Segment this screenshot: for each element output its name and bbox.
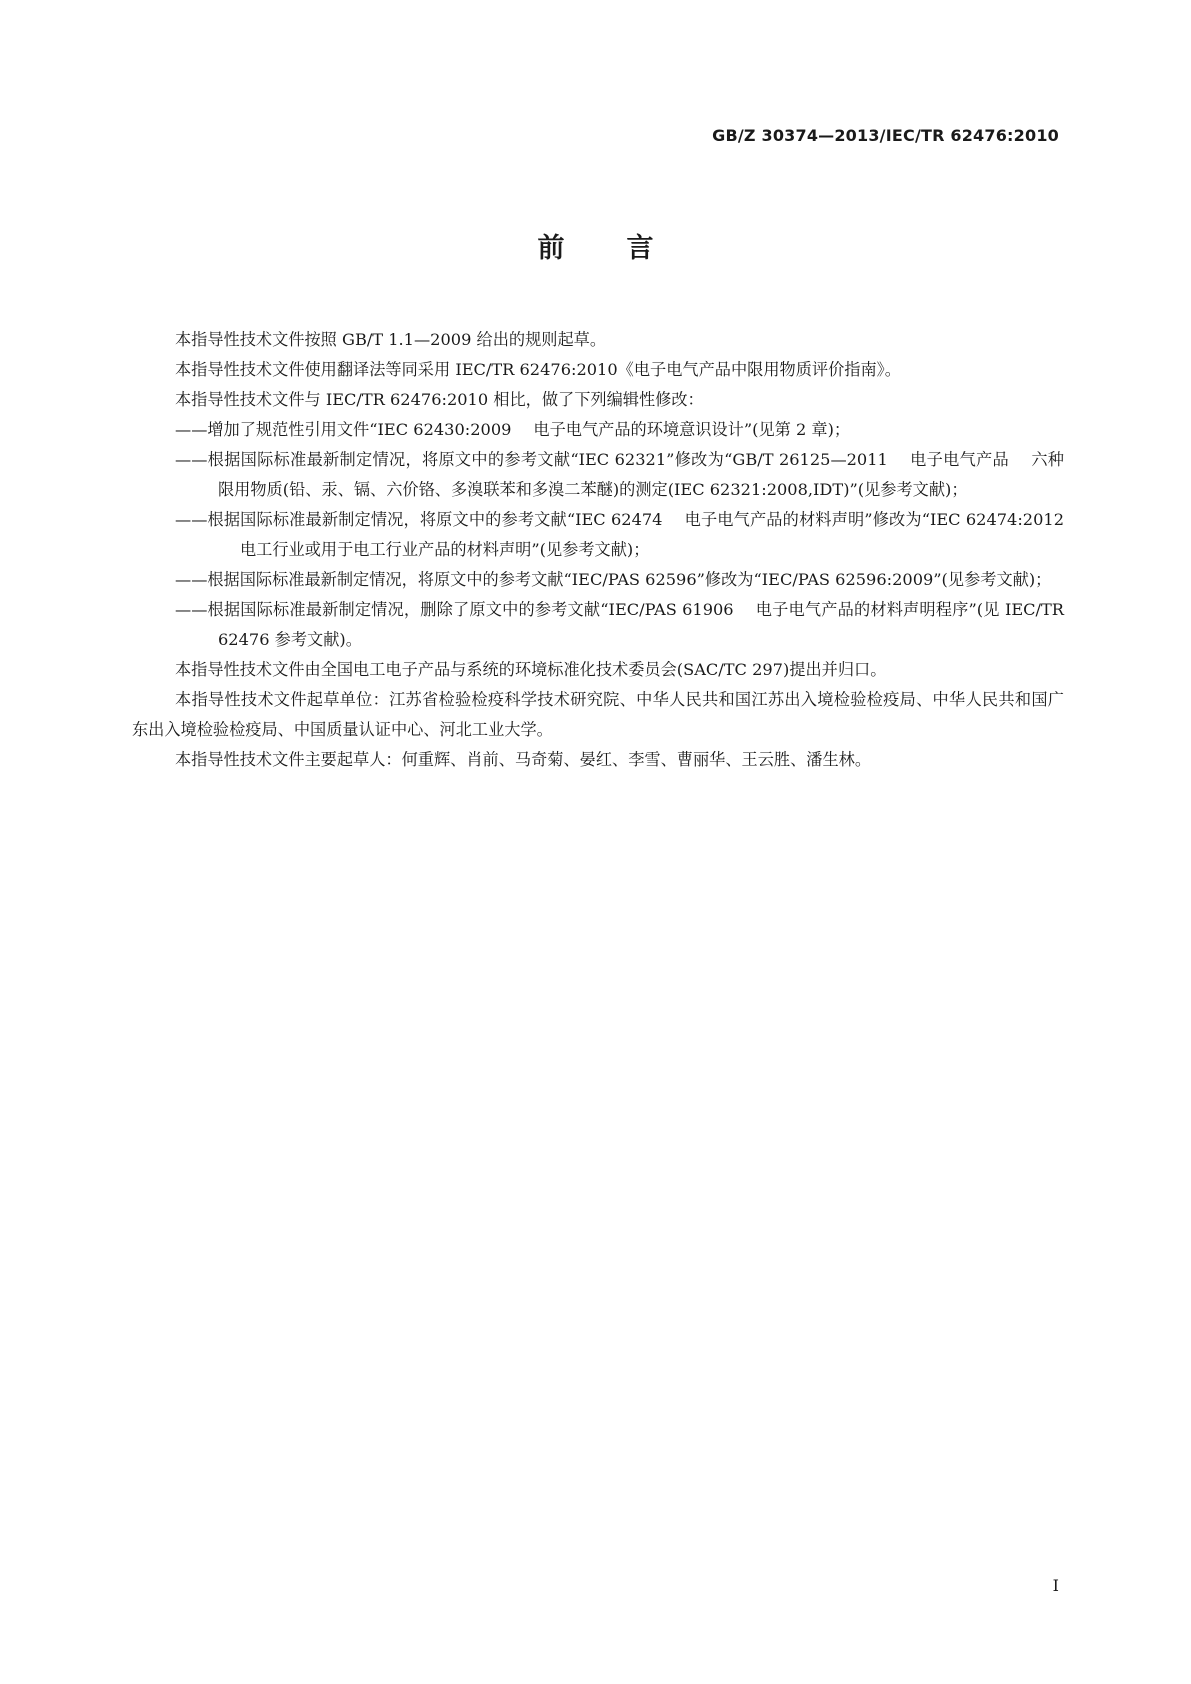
list-item-iec62474-reference: ——根据国际标准最新制定情况，将原文中的参考文献“IEC 62474 电子电气产品的材料声明”修改为“IEC 62474:2012电工行业或用于电工行业产品的材料声明”(见参考文献)； — [175, 510, 1065, 559]
foreword-body — [132, 325, 1064, 775]
paragraph-main-drafters: 本指导性技术文件主要起草人：何重辉、肖前、马奇菊、晏红、李雪、曹丽华、王云胜、潘生林。 — [175, 750, 872, 769]
paragraph-editorial-changes-intro: 本指导性技术文件与 IEC/TR 62476:2010 相比，做了下列编辑性修改： — [175, 390, 704, 409]
paragraph-adoption-method: 本指导性技术文件使用翻译法等同采用 IEC/TR 62476:2010《电子电气产品中限用物质评价指南》。 — [175, 360, 901, 379]
page-title-char-1: 前 — [537, 233, 565, 264]
page-title — [0, 226, 1191, 265]
page-title-char-2: 言 — [626, 233, 654, 264]
paragraph-proposer: 本指导性技术文件由全国电工电子产品与系统的环境标准化技术委员会(SAC/TC 297)提出并归口。 — [175, 660, 887, 679]
page-number: I — [1052, 1576, 1059, 1595]
list-item-iec-pas61906-reference: ——根据国际标准最新制定情况，删除了原文中的参考文献“IEC/PAS 61906 电子电气产品的材料声明程序”(见 IEC/TR 62476 参考文献)。 — [175, 600, 1064, 649]
paragraph-drafting-units: 本指导性技术文件起草单位：江苏省检验检疫科学技术研究院、中华人民共和国江苏出入境检验检疫局、中华人民共和国广东出入境检验检疫局、中国质量认证中心、河北工业大学。 — [132, 690, 1064, 739]
standard-code: GB/Z 30374—2013/IEC/TR 62476:2010 — [712, 126, 1059, 145]
list-item-normative-reference: ——增加了规范性引用文件“IEC 62430:2009 电子电气产品的环境意识设计”(见第 2 章)； — [175, 420, 851, 439]
paragraph-drafting-rules: 本指导性技术文件按照 GB/T 1.1—2009 给出的规则起草。 — [175, 330, 607, 349]
list-item-iec62321-reference: ——根据国际标准最新制定情况，将原文中的参考文献“IEC 62321”修改为“GB/T 26125—2011 电子电气产品 六种限用物质(铅、汞、镉、六价铬、多溴联苯和多溴二苯醚)的测定(IEC 62321:2008,IDT)”(见参考文献)； — [175, 450, 1064, 499]
list-item-iec-pas62596-reference: ——根据国际标准最新制定情况，将原文中的参考文献“IEC/PAS 62596”修改为“IEC/PAS 62596:2009”(见参考文献)； — [175, 570, 1052, 589]
